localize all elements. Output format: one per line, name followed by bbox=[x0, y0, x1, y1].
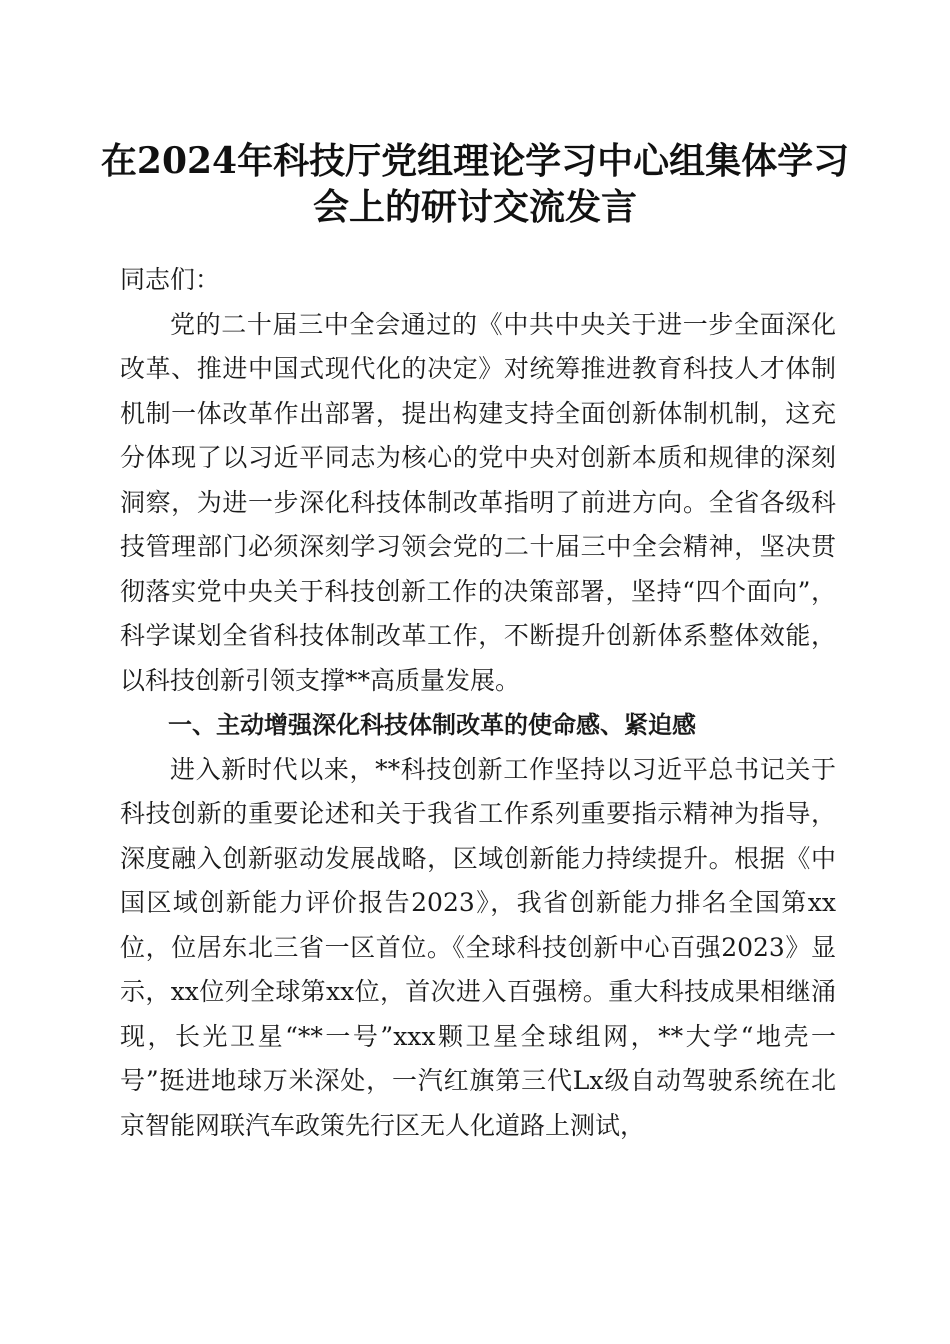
document-body bbox=[120, 258, 836, 1148]
section-paragraph: 进入新时代以来，**科技创新工作坚持以习近平总书记关于科技创新的重要论述和关于我省工作系列重要指示精神为指导，深度融入创新驱动发展战略，区域创新能力持续提升。根据《中国区域创新能力评价报告2023》，我省创新能力排名全国第xx位，位居东北三省一区首位。《全球科技创新中心百强2023》显示，xx位列全球第xx位，首次进入百强榜。重大科技成果相继涌现，长光卫星“**一号”xxx颗卫星全球组网，**大学“地壳一号”挺进地球万米深处，一汽红旗第三代Lx级自动驾驶系统在北京智能网联汽车政策先行区无人化道路上测试， bbox=[120, 754, 836, 1140]
intro-paragraph: 党的二十届三中全会通过的《中共中央关于进一步全面深化改革、推进中国式现代化的决定》对统筹推进教育科技人才体制机制一体改革作出部署，提出构建支持全面创新体制机制，这充分体现了以习近平同志为核心的党中央对创新本质和规律的深刻洞察，为进一步深化科技体制改革指明了前进方向。全省各级科技管理部门必须深刻学习领会党的二十届三中全会精神，坚决贯彻落实党中央关于科技创新工作的决策部署，坚持“四个面向”，科学谋划全省科技体制改革工作，不断提升创新体系整体效能，以科技创新引领支撑**高质量发展。 bbox=[120, 309, 836, 695]
section-heading: 一、主动增强深化科技体制改革的使命感、紧迫感 bbox=[168, 711, 696, 739]
document-title: 在2024年科技厅党组理论学习中心组集体学习会上的研讨交流发言 bbox=[100, 140, 850, 228]
salutation: 同志们： bbox=[120, 265, 221, 294]
